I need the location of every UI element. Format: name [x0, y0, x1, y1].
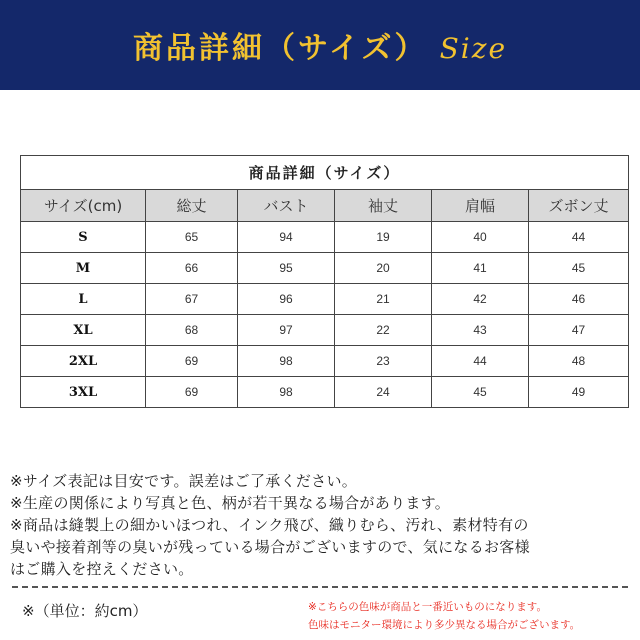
table-row [21, 377, 629, 408]
table-cell: 66 [146, 253, 238, 284]
table-cell: 95 [238, 253, 335, 284]
table-cell: 40 [432, 222, 529, 253]
header-total-length: 総丈 [146, 190, 238, 222]
note-line: はご購入を控えください。 [10, 560, 194, 578]
header-shoulder-width: 肩幅 [432, 190, 529, 222]
size-cell: 3XL [21, 377, 146, 408]
header-bust: バスト [238, 190, 335, 222]
table-cell: 19 [335, 222, 432, 253]
table-cell: 67 [146, 284, 238, 315]
table-cell: 22 [335, 315, 432, 346]
table-cell: 48 [529, 346, 629, 377]
table-cell: 98 [238, 346, 335, 377]
note-line: 臭いや接着剤等の臭いが残っている場合がございますので、気になるお客様 [10, 538, 530, 556]
table-cell: 45 [529, 253, 629, 284]
size-cell: S [21, 222, 146, 253]
size-table [20, 155, 629, 408]
table-cell: 20 [335, 253, 432, 284]
size-cell: XL [21, 315, 146, 346]
table-row [21, 253, 629, 284]
table-cell: 24 [335, 377, 432, 408]
table-cell: 23 [335, 346, 432, 377]
header-size: サイズ(cm) [21, 190, 146, 222]
table-cell: 21 [335, 284, 432, 315]
table-cell: 69 [146, 346, 238, 377]
table-row [21, 284, 629, 315]
header-banner [0, 0, 640, 90]
table-cell: 97 [238, 315, 335, 346]
table-cell: 96 [238, 284, 335, 315]
table-cell: 68 [146, 315, 238, 346]
color-disclaimer-line2: 色味はモニター環境により多少異なる場合がございます。 [308, 619, 581, 631]
table-cell: 45 [432, 377, 529, 408]
banner-script-word: Size [439, 32, 508, 65]
size-cell: M [21, 253, 146, 284]
table-row [21, 222, 629, 253]
size-cell: 2XL [21, 346, 146, 377]
table-cell: 44 [529, 222, 629, 253]
table-cell: 49 [529, 377, 629, 408]
color-disclaimer-line1: ※こちらの色味が商品と一番近いものになります。 [308, 601, 547, 613]
table-cell: 94 [238, 222, 335, 253]
banner-title [133, 23, 507, 67]
table-cell: 41 [432, 253, 529, 284]
notes-block [10, 470, 635, 580]
table-cell: 44 [432, 346, 529, 377]
banner-title-text: 商品詳細（サイズ） [132, 31, 428, 66]
table-cell: 43 [432, 315, 529, 346]
table-caption: 商品詳細（サイズ） [21, 156, 629, 190]
dashed-divider [12, 586, 628, 588]
header-sleeve-length: 袖丈 [335, 190, 432, 222]
table-cell: 46 [529, 284, 629, 315]
note-line: ※生産の関係により写真と色、柄が若干異なる場合があります。 [10, 494, 451, 512]
note-line: ※商品は縫製上の細かいほつれ、インク飛び、織りむら、汚れ、素材特有の [10, 516, 529, 534]
table-cell: 69 [146, 377, 238, 408]
table-cell: 47 [529, 315, 629, 346]
color-disclaimer [308, 598, 630, 634]
unit-note: ※（単位：約cm） [22, 602, 148, 620]
header-pants-length: ズボン丈 [529, 190, 629, 222]
table-row [21, 315, 629, 346]
table-header-row [21, 190, 629, 222]
table-cell: 42 [432, 284, 529, 315]
table-cell: 98 [238, 377, 335, 408]
note-line: ※サイズ表記は目安です。誤差はご了承ください。 [10, 472, 358, 490]
table-cell: 65 [146, 222, 238, 253]
table-row [21, 346, 629, 377]
size-cell: L [21, 284, 146, 315]
